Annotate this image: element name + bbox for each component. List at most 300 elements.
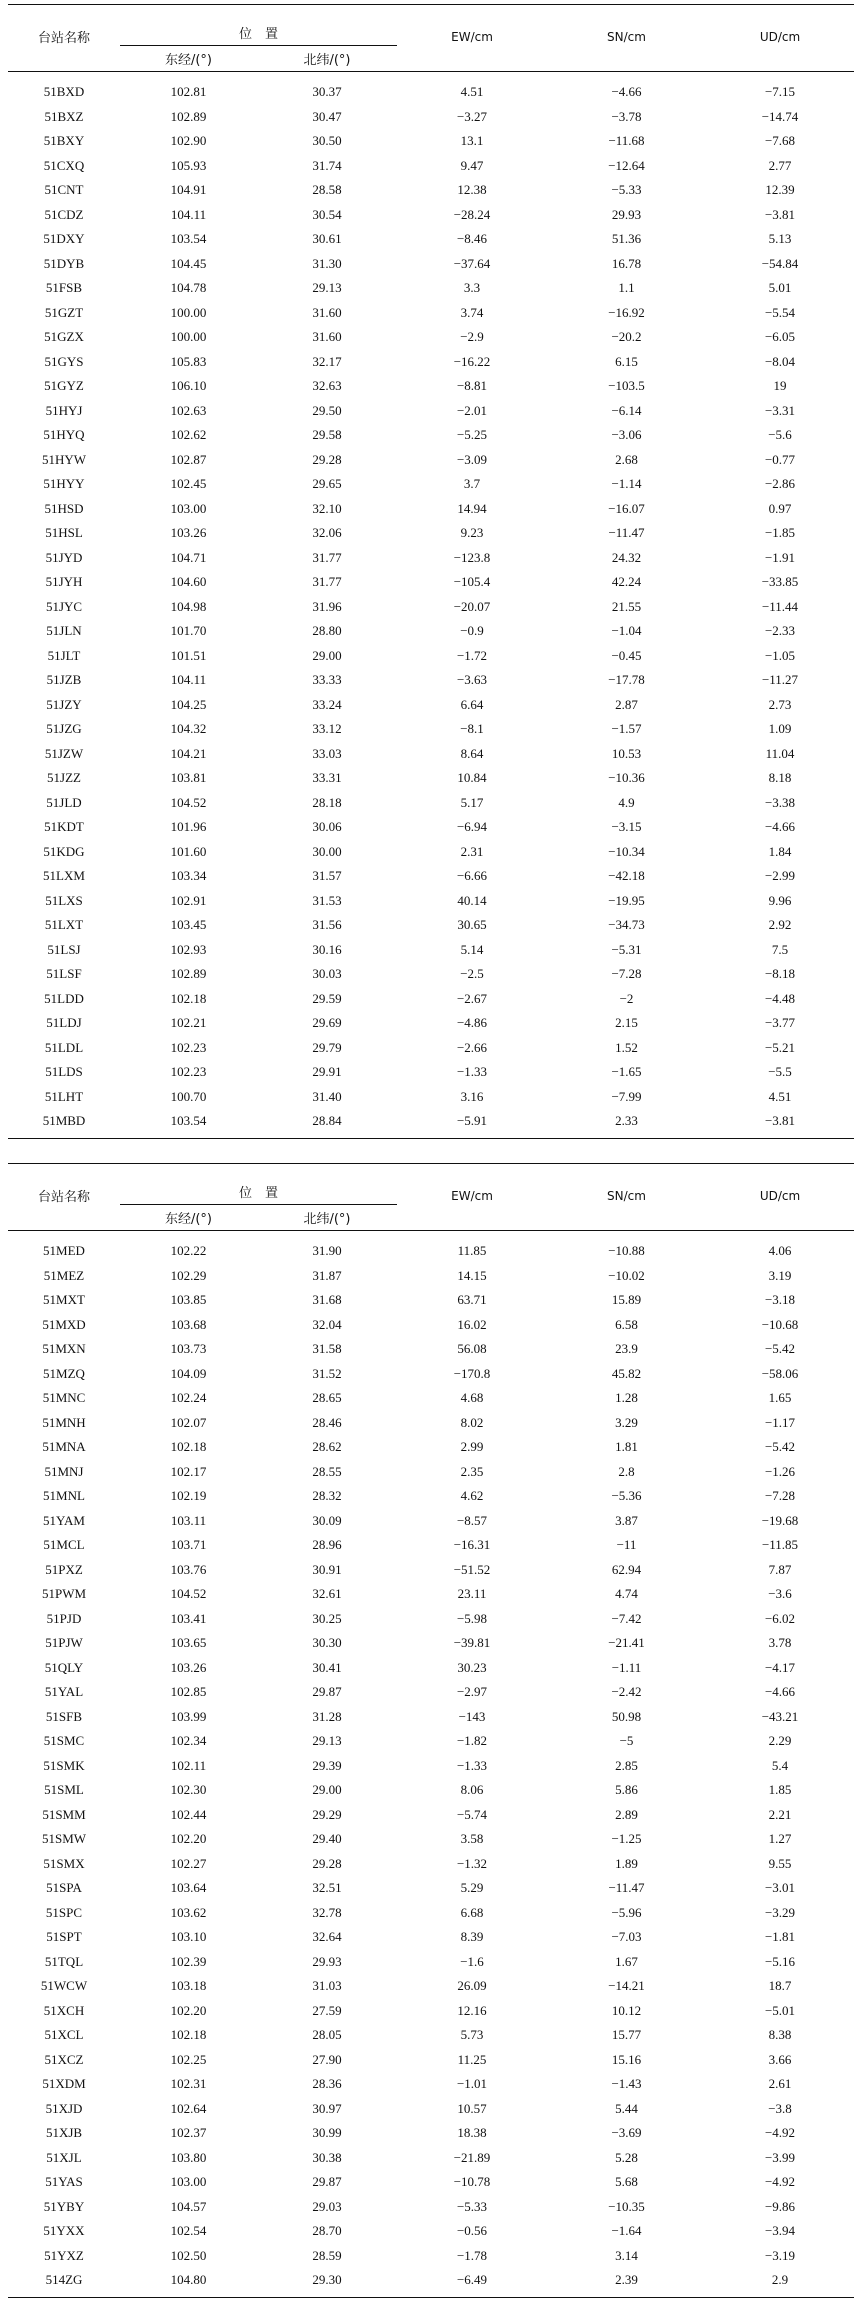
station-name-cell: 51JZY bbox=[46, 696, 82, 712]
ud-cell: −14.74 bbox=[761, 108, 799, 124]
ew-cell: 12.38 bbox=[457, 182, 487, 197]
table-row bbox=[8, 1901, 854, 1926]
ud-cell: −11.85 bbox=[761, 1537, 799, 1552]
station-name-cell: 51SMM bbox=[42, 1806, 86, 1822]
longitude-cell: 103.10 bbox=[170, 1929, 207, 1944]
station-name-cell: 51BXD bbox=[43, 84, 85, 99]
sn-cell: −11 bbox=[616, 1537, 637, 1552]
station-name-cell: 51DYB bbox=[43, 255, 85, 271]
ew-cell: 30.65 bbox=[457, 917, 487, 932]
ew-cell: 18.38 bbox=[457, 2125, 487, 2140]
sn-cell: −2.42 bbox=[611, 1684, 642, 1699]
latitude-cell: 33.33 bbox=[312, 672, 342, 687]
sn-cell: −42.18 bbox=[608, 868, 645, 883]
table-row bbox=[8, 1656, 854, 1681]
ud-cell: −4.66 bbox=[764, 1684, 796, 1699]
table-row bbox=[8, 766, 854, 791]
latitude-cell: 31.53 bbox=[312, 892, 342, 908]
ud-cell: −5.54 bbox=[764, 304, 796, 320]
table-row bbox=[8, 374, 854, 399]
longitude-cell: 104.71 bbox=[170, 549, 207, 565]
header-position: 位 置 bbox=[120, 5, 397, 46]
latitude-cell: 28.59 bbox=[312, 2247, 342, 2263]
ew-cell: 12.16 bbox=[457, 2002, 487, 2018]
ew-cell: −39.81 bbox=[453, 1635, 491, 1650]
ud-cell: −1.85 bbox=[764, 525, 796, 540]
ud-cell: 2.9 bbox=[771, 2272, 789, 2287]
latitude-cell: 29.00 bbox=[312, 647, 342, 663]
longitude-cell: 102.89 bbox=[170, 966, 207, 981]
station-name-cell: 51HYJ bbox=[45, 402, 83, 418]
table-2-body bbox=[8, 1231, 854, 2298]
sn-cell: −4.66 bbox=[611, 84, 642, 99]
table-row bbox=[8, 791, 854, 816]
sn-cell: 2.33 bbox=[615, 1113, 638, 1128]
ew-cell: 3.3 bbox=[463, 280, 481, 295]
header-lat: 北纬/(°) bbox=[257, 1205, 397, 1231]
table-row bbox=[8, 913, 854, 938]
ud-cell: 7.87 bbox=[768, 1561, 792, 1577]
latitude-cell: 30.47 bbox=[312, 108, 342, 124]
latitude-cell: 28.80 bbox=[312, 623, 342, 638]
latitude-cell: 32.17 bbox=[312, 353, 342, 369]
ew-cell: −5.33 bbox=[456, 2198, 488, 2214]
table-row bbox=[8, 1337, 854, 1362]
longitude-cell: 102.87 bbox=[170, 451, 207, 467]
ew-cell: −1.01 bbox=[456, 2076, 488, 2091]
longitude-cell: 102.20 bbox=[170, 1831, 207, 1846]
longitude-cell: 102.34 bbox=[170, 1733, 207, 1748]
sn-cell: −1.11 bbox=[611, 1659, 642, 1675]
header-ew: EW/cm bbox=[397, 5, 547, 72]
sn-cell: 16.78 bbox=[611, 255, 642, 271]
sn-cell: 1.1 bbox=[618, 280, 635, 295]
table-row bbox=[8, 1011, 854, 1036]
ew-cell: −8.46 bbox=[456, 231, 488, 246]
ud-cell: −3.6 bbox=[768, 1586, 792, 1601]
station-name-cell: 51YXZ bbox=[44, 2247, 84, 2263]
station-name-cell: 51MNL bbox=[43, 1488, 85, 1503]
table-row bbox=[8, 1558, 854, 1583]
sn-cell: 42.24 bbox=[611, 574, 642, 589]
ew-cell: 5.29 bbox=[460, 1880, 484, 1895]
longitude-cell: 103.73 bbox=[170, 1341, 207, 1356]
latitude-cell: 28.36 bbox=[312, 2076, 342, 2091]
table-row bbox=[8, 1533, 854, 1558]
station-name-cell: 51JZW bbox=[44, 745, 84, 761]
longitude-cell: 102.25 bbox=[170, 2051, 207, 2067]
latitude-cell: 28.62 bbox=[312, 1439, 342, 1454]
latitude-cell: 31.77 bbox=[312, 549, 342, 565]
latitude-cell: 30.54 bbox=[312, 206, 342, 222]
station-name-cell: 51YAM bbox=[43, 1512, 85, 1528]
sn-cell: −21.41 bbox=[608, 1635, 645, 1650]
header-station: 台站名称 bbox=[8, 5, 120, 72]
ud-cell: −3.38 bbox=[764, 794, 796, 810]
longitude-cell: 102.23 bbox=[170, 1064, 207, 1079]
table-row bbox=[8, 1631, 854, 1656]
ew-cell: −16.22 bbox=[453, 353, 491, 369]
sn-cell: 62.94 bbox=[611, 1561, 642, 1577]
station-name-cell: 51JLT bbox=[47, 647, 81, 663]
ew-cell: −105.4 bbox=[453, 574, 491, 589]
latitude-cell: 31.68 bbox=[312, 1292, 342, 1307]
ud-cell: −5.42 bbox=[764, 1439, 796, 1454]
station-name-cell: 51MXN bbox=[42, 1341, 86, 1356]
ud-cell: −5.42 bbox=[764, 1341, 796, 1356]
longitude-cell: 104.45 bbox=[170, 255, 207, 271]
latitude-cell: 29.13 bbox=[312, 280, 342, 295]
ew-cell: 2.35 bbox=[460, 1463, 484, 1479]
ew-cell: −5.91 bbox=[456, 1113, 488, 1128]
sn-cell: −12.64 bbox=[608, 157, 645, 173]
latitude-cell: 29.69 bbox=[312, 1015, 342, 1030]
ew-cell: 23.11 bbox=[457, 1586, 487, 1601]
sn-cell: 2.68 bbox=[615, 451, 638, 467]
station-name-cell: 51LDL bbox=[44, 1039, 84, 1055]
ew-cell: −1.82 bbox=[456, 1733, 488, 1748]
sn-cell: −3.06 bbox=[611, 427, 642, 442]
sn-cell: 1.28 bbox=[615, 1390, 638, 1405]
station-name-cell: 51PXZ bbox=[45, 1561, 83, 1577]
latitude-cell: 32.78 bbox=[312, 1904, 342, 1920]
table-row bbox=[8, 2072, 854, 2097]
ew-cell: −2.01 bbox=[456, 402, 488, 418]
table-row bbox=[8, 595, 854, 620]
station-name-cell: 51GYS bbox=[44, 353, 84, 369]
table-row bbox=[8, 448, 854, 473]
station-name-cell: 51MEZ bbox=[43, 1267, 85, 1283]
longitude-cell: 102.19 bbox=[170, 1488, 207, 1503]
table-row bbox=[8, 1288, 854, 1313]
latitude-cell: 28.18 bbox=[312, 794, 342, 810]
longitude-cell: 103.00 bbox=[170, 500, 207, 516]
longitude-cell: 104.09 bbox=[170, 1365, 207, 1381]
station-name-cell: 51MNC bbox=[42, 1390, 86, 1405]
table-row bbox=[8, 252, 854, 277]
ew-cell: −8.81 bbox=[456, 378, 488, 393]
longitude-cell: 102.24 bbox=[170, 1390, 207, 1405]
sn-cell: −11.47 bbox=[608, 525, 645, 540]
table-row bbox=[8, 1460, 854, 1485]
station-name-cell: 51YAL bbox=[44, 1684, 84, 1699]
latitude-cell: 29.30 bbox=[312, 2272, 342, 2287]
ew-cell: −1.32 bbox=[456, 1855, 488, 1871]
sn-cell: −1.14 bbox=[611, 476, 642, 491]
table-row bbox=[8, 1484, 854, 1509]
station-name-cell: 51TQL bbox=[44, 1953, 84, 1969]
sn-cell: 29.93 bbox=[611, 206, 642, 222]
ew-cell: −0.9 bbox=[460, 623, 484, 638]
sn-cell: 1.67 bbox=[615, 1953, 638, 1969]
sn-cell: 5.68 bbox=[615, 2174, 638, 2189]
station-name-cell: 51HYQ bbox=[43, 427, 85, 442]
table-row bbox=[8, 1313, 854, 1338]
ud-cell: −7.28 bbox=[764, 1488, 796, 1503]
longitude-cell: 102.27 bbox=[170, 1855, 207, 1871]
ud-cell: 2.21 bbox=[768, 1806, 792, 1822]
sn-cell: 1.89 bbox=[615, 1855, 638, 1871]
station-name-cell: 51LSF bbox=[46, 966, 82, 981]
table-row bbox=[8, 1999, 854, 2024]
station-name-cell: 51MBD bbox=[42, 1113, 86, 1128]
latitude-cell: 29.29 bbox=[312, 1806, 342, 1822]
ud-cell: −5.5 bbox=[768, 1064, 792, 1079]
latitude-cell: 31.60 bbox=[312, 304, 342, 320]
table-row bbox=[8, 350, 854, 375]
sn-cell: −10.34 bbox=[608, 843, 645, 859]
ud-cell: 8.38 bbox=[768, 2027, 792, 2042]
latitude-cell: 32.64 bbox=[312, 1929, 342, 1944]
ew-cell: −20.07 bbox=[453, 598, 491, 614]
table-row bbox=[8, 1729, 854, 1754]
sn-cell: 3.14 bbox=[615, 2247, 638, 2263]
ew-cell: −170.8 bbox=[453, 1365, 491, 1381]
sn-cell: −1.43 bbox=[611, 2076, 642, 2091]
table-1-body bbox=[8, 72, 854, 1139]
latitude-cell: 30.50 bbox=[312, 133, 342, 148]
ud-cell: −6.05 bbox=[764, 329, 796, 344]
ew-cell: 30.23 bbox=[457, 1659, 487, 1675]
table-row bbox=[8, 742, 854, 767]
table-row bbox=[8, 472, 854, 497]
header-sn: SN/cm bbox=[547, 5, 706, 72]
sn-cell: −5.31 bbox=[611, 941, 642, 957]
latitude-cell: 29.65 bbox=[312, 476, 342, 491]
ew-cell: −3.63 bbox=[456, 672, 488, 687]
sn-cell: −10.88 bbox=[608, 1243, 645, 1258]
longitude-cell: 102.81 bbox=[170, 84, 207, 99]
table-row bbox=[8, 1264, 854, 1289]
ew-cell: −1.6 bbox=[460, 1953, 484, 1969]
sn-cell: 2.39 bbox=[615, 2272, 638, 2287]
station-name-cell: 51LDJ bbox=[46, 1015, 82, 1030]
ud-cell: −3.94 bbox=[764, 2223, 796, 2238]
longitude-cell: 104.11 bbox=[170, 206, 207, 222]
table-row bbox=[8, 1876, 854, 1901]
sn-cell: −7.03 bbox=[611, 1929, 642, 1944]
ud-cell: −11.44 bbox=[761, 598, 799, 614]
longitude-cell: 103.18 bbox=[170, 1978, 207, 1993]
latitude-cell: 30.30 bbox=[312, 1635, 342, 1650]
latitude-cell: 30.00 bbox=[312, 843, 342, 859]
longitude-cell: 104.52 bbox=[170, 1586, 207, 1601]
station-name-cell: 51PWM bbox=[41, 1586, 87, 1601]
ud-cell: −1.81 bbox=[764, 1929, 796, 1944]
station-name-cell: 51SPC bbox=[45, 1904, 83, 1920]
longitude-cell: 104.78 bbox=[170, 280, 207, 295]
longitude-cell: 101.96 bbox=[170, 819, 207, 834]
station-name-cell: 51SMK bbox=[43, 1757, 85, 1773]
longitude-cell: 101.60 bbox=[170, 843, 207, 859]
sn-cell: −6.14 bbox=[611, 402, 642, 418]
ew-cell: 3.16 bbox=[460, 1088, 484, 1104]
table-row bbox=[8, 2170, 854, 2195]
ew-cell: 14.15 bbox=[457, 1267, 487, 1283]
header-lon: 东经/(°) bbox=[120, 46, 257, 72]
ew-cell: 8.39 bbox=[460, 1929, 484, 1944]
ud-cell: −4.92 bbox=[764, 2125, 796, 2140]
ud-cell: 5.4 bbox=[771, 1757, 789, 1773]
sn-cell: −1.65 bbox=[611, 1064, 642, 1079]
table-row bbox=[8, 1974, 854, 1999]
longitude-cell: 103.64 bbox=[170, 1880, 207, 1895]
ew-cell: −143 bbox=[458, 1708, 486, 1724]
ud-cell: 2.73 bbox=[768, 696, 792, 712]
station-name-cell: 51XDM bbox=[42, 2076, 86, 2091]
table-row bbox=[8, 1386, 854, 1411]
station-name-cell: 51GZX bbox=[44, 329, 84, 344]
station-name-cell: 51YXX bbox=[43, 2223, 85, 2238]
longitude-cell: 101.51 bbox=[170, 647, 207, 663]
longitude-cell: 103.68 bbox=[170, 1316, 207, 1332]
sn-cell: 5.28 bbox=[615, 2149, 638, 2165]
ew-cell: 3.7 bbox=[463, 476, 481, 491]
longitude-cell: 103.80 bbox=[170, 2149, 207, 2165]
sn-cell: 10.12 bbox=[611, 2002, 642, 2018]
ud-cell: −2.86 bbox=[764, 476, 796, 491]
latitude-cell: 29.93 bbox=[312, 1953, 342, 1969]
latitude-cell: 27.90 bbox=[312, 2051, 342, 2067]
latitude-cell: 31.03 bbox=[312, 1978, 342, 1993]
longitude-cell: 103.76 bbox=[170, 1561, 207, 1577]
ew-cell: −51.52 bbox=[453, 1561, 491, 1577]
latitude-cell: 33.24 bbox=[312, 696, 342, 712]
sn-cell: −16.07 bbox=[608, 500, 645, 516]
sn-cell: −1.57 bbox=[611, 721, 642, 736]
latitude-cell: 33.31 bbox=[312, 770, 342, 785]
table-row bbox=[8, 987, 854, 1012]
table-row bbox=[8, 72, 854, 105]
station-name-cell: 51CXQ bbox=[43, 157, 85, 173]
table-row bbox=[8, 1509, 854, 1534]
ew-cell: 8.02 bbox=[460, 1414, 484, 1430]
latitude-cell: 32.61 bbox=[312, 1586, 342, 1601]
station-name-cell: 51GZT bbox=[44, 304, 84, 320]
station-name-cell: 51HYY bbox=[43, 476, 85, 491]
longitude-cell: 102.21 bbox=[170, 1015, 207, 1030]
table-row bbox=[8, 423, 854, 448]
longitude-cell: 100.00 bbox=[170, 304, 207, 320]
ew-cell: 8.06 bbox=[460, 1782, 484, 1797]
sn-cell: 2.8 bbox=[618, 1463, 635, 1479]
ew-cell: −21.89 bbox=[453, 2149, 491, 2165]
table-row bbox=[8, 1705, 854, 1730]
station-name-cell: 51FSB bbox=[45, 280, 83, 295]
table-row bbox=[8, 301, 854, 326]
latitude-cell: 31.90 bbox=[312, 1243, 342, 1258]
sn-cell: −10.02 bbox=[608, 1267, 645, 1283]
ud-cell: 11.04 bbox=[765, 745, 795, 761]
latitude-cell: 29.28 bbox=[312, 1855, 342, 1871]
longitude-cell: 102.90 bbox=[170, 133, 207, 148]
station-name-cell: 51CDZ bbox=[44, 206, 84, 222]
longitude-cell: 104.98 bbox=[170, 598, 207, 614]
station-name-cell: 51MXT bbox=[43, 1292, 85, 1307]
latitude-cell: 31.96 bbox=[312, 598, 342, 614]
longitude-cell: 102.62 bbox=[170, 427, 207, 442]
sn-cell: −0.45 bbox=[611, 647, 642, 663]
ew-cell: 6.64 bbox=[460, 696, 484, 712]
table-row bbox=[8, 546, 854, 571]
table-row bbox=[8, 227, 854, 252]
sn-cell: −2 bbox=[619, 990, 634, 1006]
longitude-cell: 102.37 bbox=[170, 2125, 207, 2140]
table-row bbox=[8, 129, 854, 154]
station-name-cell: 51MNJ bbox=[44, 1463, 84, 1479]
ud-cell: −1.26 bbox=[764, 1463, 796, 1479]
longitude-cell: 102.29 bbox=[170, 1267, 207, 1283]
latitude-cell: 31.40 bbox=[312, 1088, 342, 1104]
header-station: 台站名称 bbox=[8, 1164, 120, 1231]
ud-cell: −3.81 bbox=[764, 206, 796, 222]
station-name-cell: 51JYD bbox=[45, 549, 83, 565]
table-row bbox=[8, 1607, 854, 1632]
ud-cell: −58.06 bbox=[761, 1365, 799, 1381]
sn-cell: −16.92 bbox=[608, 304, 645, 320]
station-name-cell: 51PJD bbox=[46, 1610, 82, 1626]
ew-cell: 5.17 bbox=[460, 794, 484, 810]
table-row bbox=[8, 1362, 854, 1387]
table-row bbox=[8, 1754, 854, 1779]
ew-cell: −1.33 bbox=[456, 1064, 488, 1079]
station-name-cell: 51WCW bbox=[40, 1978, 88, 1993]
sn-cell: 6.15 bbox=[615, 353, 638, 369]
ew-cell: 16.02 bbox=[457, 1316, 487, 1332]
sn-cell: 1.81 bbox=[615, 1439, 638, 1454]
station-name-cell: 51GYZ bbox=[44, 378, 84, 393]
table-row bbox=[8, 1925, 854, 1950]
latitude-cell: 31.56 bbox=[312, 917, 342, 932]
ew-cell: −5.74 bbox=[456, 1806, 488, 1822]
latitude-cell: 29.87 bbox=[312, 2174, 342, 2189]
station-name-cell: 51JZZ bbox=[47, 770, 81, 785]
sn-cell: −11.47 bbox=[608, 1880, 645, 1895]
sn-cell: −17.78 bbox=[608, 672, 645, 687]
table-row bbox=[8, 1085, 854, 1110]
longitude-cell: 103.26 bbox=[170, 525, 207, 540]
longitude-cell: 102.20 bbox=[170, 2002, 207, 2018]
ud-cell: −33.85 bbox=[761, 574, 799, 589]
header-lat: 北纬/(°) bbox=[257, 46, 397, 72]
table-row bbox=[8, 1827, 854, 1852]
latitude-cell: 29.13 bbox=[312, 1733, 342, 1748]
sn-cell: −7.28 bbox=[611, 966, 642, 981]
latitude-cell: 28.84 bbox=[312, 1113, 342, 1128]
sn-cell: 24.32 bbox=[611, 549, 642, 565]
ew-cell: 40.14 bbox=[457, 892, 487, 908]
ew-cell: 10.57 bbox=[457, 2100, 487, 2116]
latitude-cell: 29.50 bbox=[312, 402, 342, 418]
station-name-cell: 51XCH bbox=[43, 2002, 85, 2018]
station-name-cell: 51LDS bbox=[45, 1064, 83, 1079]
table-row bbox=[8, 1411, 854, 1436]
latitude-cell: 29.58 bbox=[312, 427, 342, 442]
ew-cell: −8.1 bbox=[460, 721, 484, 736]
longitude-cell: 102.50 bbox=[170, 2247, 207, 2263]
ew-cell: −6.66 bbox=[456, 868, 488, 883]
sn-cell: 45.82 bbox=[611, 1365, 642, 1381]
sn-cell: 4.74 bbox=[615, 1586, 638, 1601]
sn-cell: −7.99 bbox=[611, 1088, 642, 1104]
latitude-cell: 30.41 bbox=[312, 1659, 342, 1675]
sn-cell: 1.52 bbox=[615, 1039, 638, 1055]
sn-cell: 15.77 bbox=[611, 2027, 642, 2042]
sn-cell: 51.36 bbox=[611, 231, 642, 246]
latitude-cell: 30.25 bbox=[312, 1610, 342, 1626]
table-row bbox=[8, 2244, 854, 2269]
latitude-cell: 31.52 bbox=[312, 1365, 342, 1381]
